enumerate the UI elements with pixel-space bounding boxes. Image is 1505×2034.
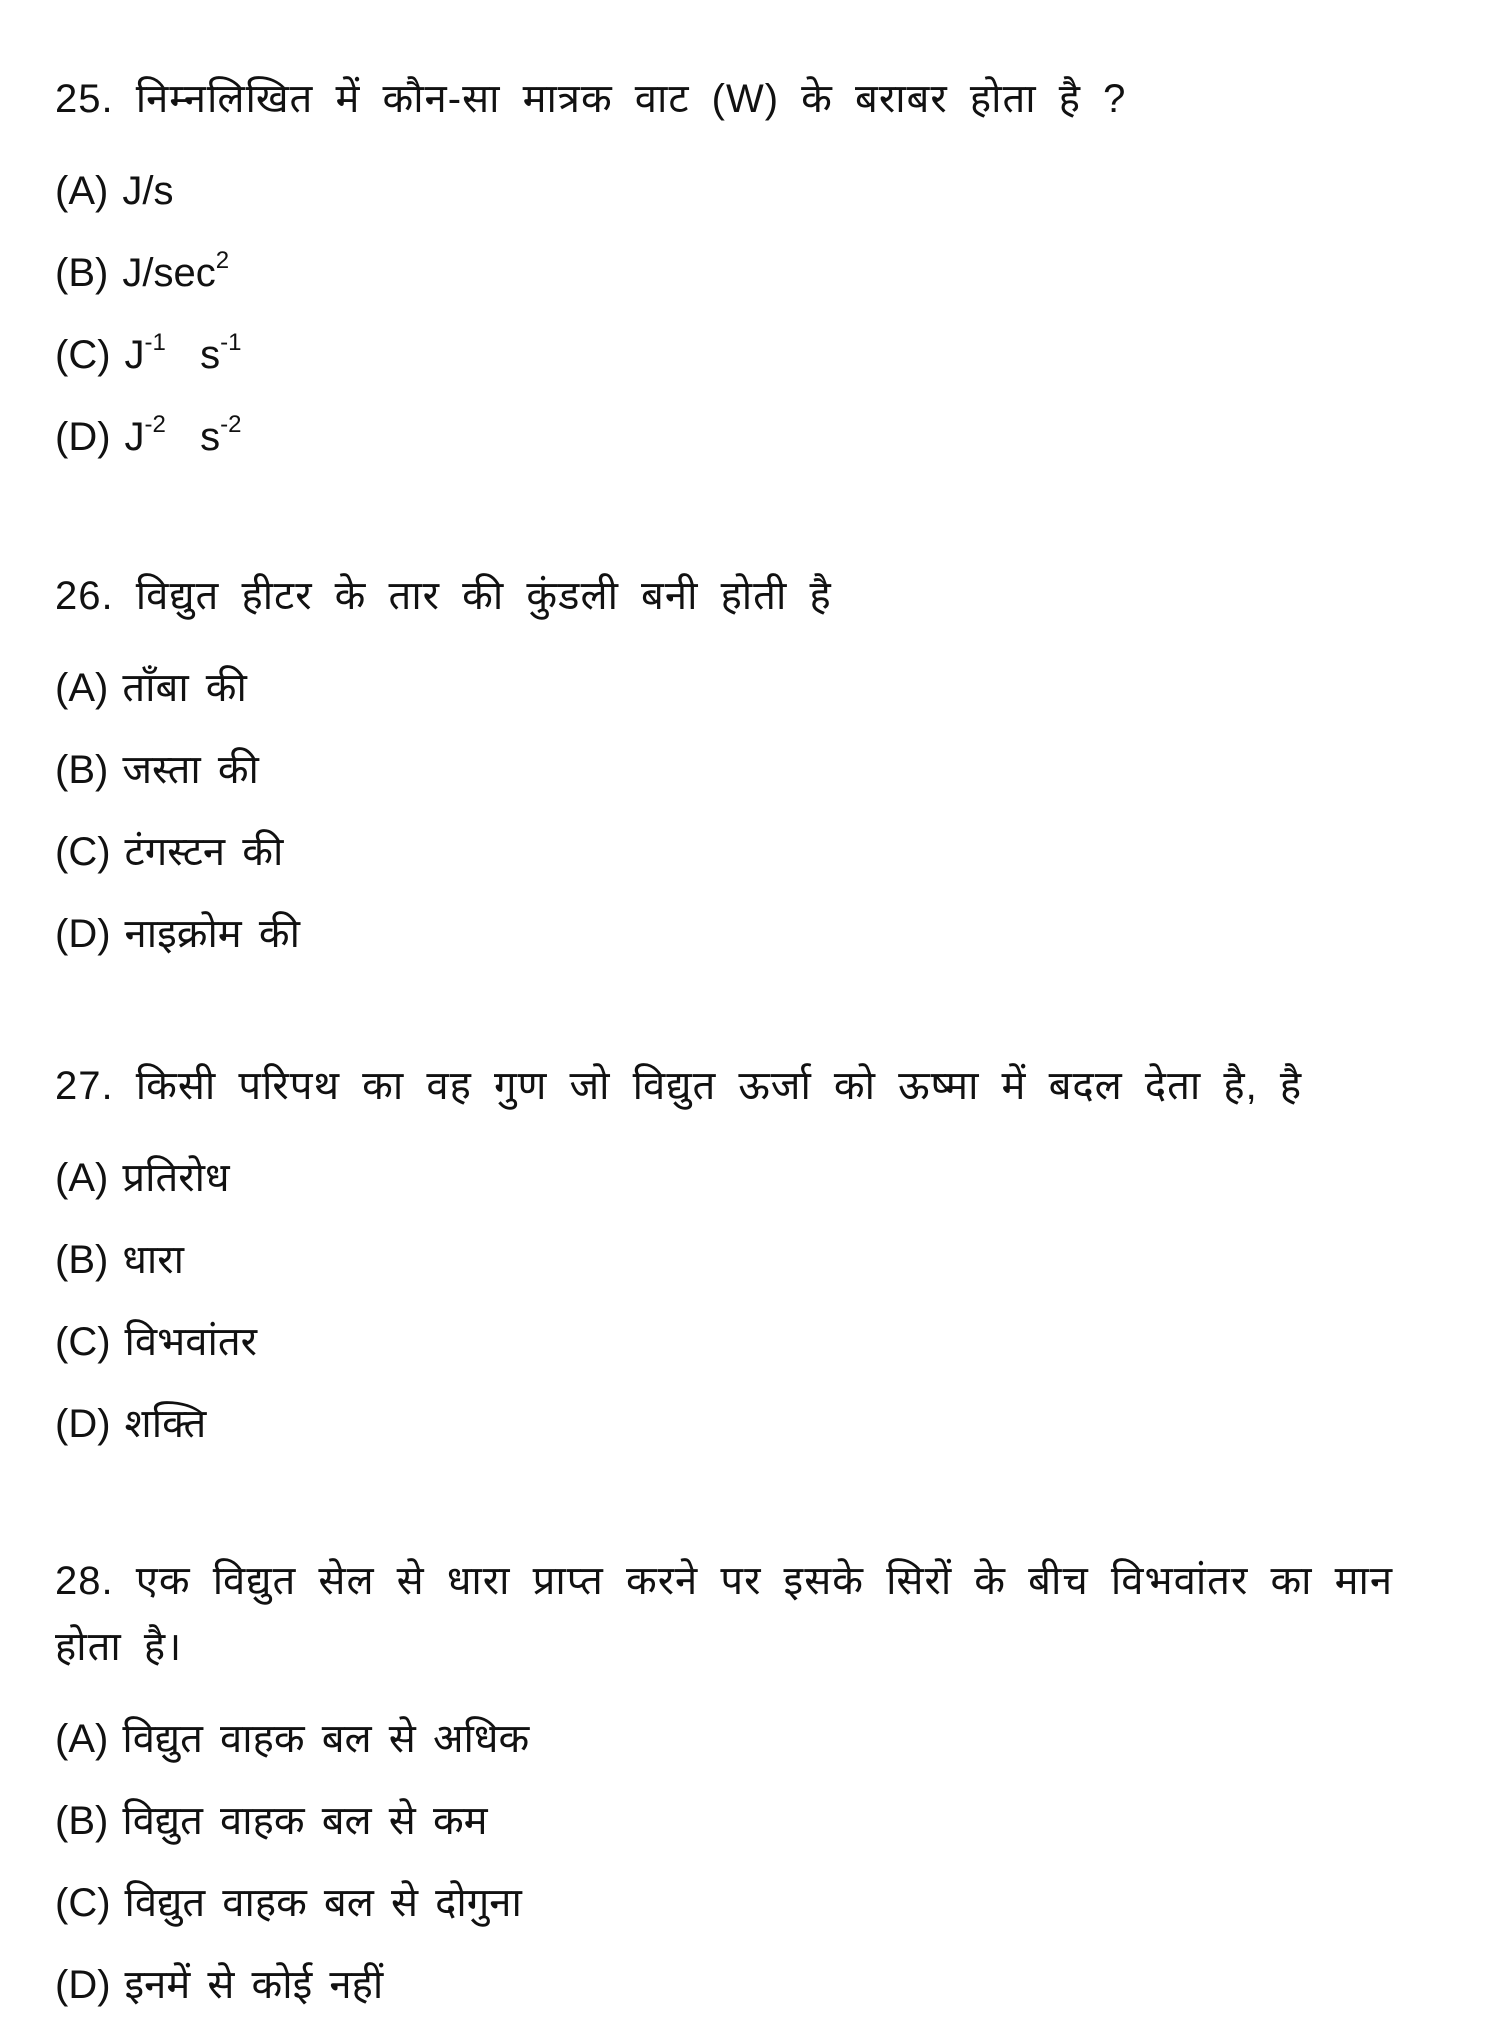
question-number: 26. (55, 574, 114, 618)
option-label: (B) (55, 748, 109, 792)
question-27 (55, 1053, 1455, 1465)
option-label: (B) (55, 1238, 109, 1282)
option-c[interactable] (55, 1301, 1455, 1383)
option-text: विद्युत वाहक बल से कम (122, 1799, 488, 1843)
question-26 (55, 563, 1455, 975)
option-d[interactable] (55, 1944, 1455, 2026)
option-text: विद्युत वाहक बल से दोगुना (124, 1881, 522, 1925)
option-label: (D) (55, 415, 111, 459)
option-label: (C) (55, 830, 111, 874)
option-text: ताँबा की (122, 666, 247, 710)
question-text (55, 563, 1455, 629)
option-text: इनमें से कोई नहीं (124, 1963, 384, 2007)
option-a[interactable] (55, 1137, 1455, 1219)
option-text: टंगस्टन की (124, 830, 284, 874)
option-a[interactable] (55, 647, 1455, 729)
option-label: (C) (55, 333, 111, 377)
question-number: 25. (55, 77, 114, 121)
option-text: J/s (122, 169, 174, 213)
option-text: J (124, 333, 145, 377)
option-b[interactable] (55, 232, 1455, 314)
option-label: (C) (55, 1320, 111, 1364)
option-text: धारा (122, 1238, 185, 1282)
option-label: (B) (55, 251, 109, 295)
option-label: (C) (55, 1881, 111, 1925)
option-label: (A) (55, 666, 109, 710)
option-a[interactable] (55, 150, 1455, 232)
option-d[interactable] (55, 893, 1455, 975)
option-label: (D) (55, 1402, 111, 1446)
question-number: 27. (55, 1064, 114, 1108)
option-label: (D) (55, 912, 111, 956)
question-28 (55, 1548, 1455, 2026)
option-exponent: 2 (215, 246, 230, 274)
option-exponent: -2 (144, 410, 166, 438)
option-text: विभवांतर (124, 1320, 258, 1364)
option-text-2: s (200, 333, 221, 377)
option-label: (A) (55, 169, 109, 213)
option-text: J/sec (122, 251, 216, 295)
question-number: 28. (55, 1559, 114, 1603)
option-label: (A) (55, 1156, 109, 1200)
question-stem: एक विद्युत सेल से धारा प्राप्त करने पर इसके सिरों के बीच विभवांतर का मान होता है। (55, 1559, 1394, 1669)
option-exponent-2: -1 (220, 328, 242, 356)
option-text: J (124, 415, 145, 459)
option-label: (B) (55, 1799, 109, 1843)
question-25 (55, 66, 1455, 478)
option-text: शक्ति (124, 1402, 207, 1446)
option-a[interactable] (55, 1698, 1455, 1780)
option-text: प्रतिरोध (122, 1156, 230, 1200)
question-text (55, 1053, 1455, 1119)
option-label: (D) (55, 1963, 111, 2007)
question-stem: निम्नलिखित में कौन-सा मात्रक वाट (W) के बराबर होता है ? (135, 77, 1127, 121)
option-label: (A) (55, 1717, 109, 1761)
option-c[interactable] (55, 314, 1455, 396)
question-text (55, 1548, 1415, 1680)
option-text-2: s (200, 415, 221, 459)
option-text: नाइक्रोम की (124, 912, 300, 956)
question-stem: किसी परिपथ का वह गुण जो विद्युत ऊर्जा को ऊष्मा में बदल देता है, है (135, 1064, 1303, 1108)
option-d[interactable] (55, 396, 1455, 478)
option-c[interactable] (55, 811, 1455, 893)
option-c[interactable] (55, 1862, 1455, 1944)
option-b[interactable] (55, 1780, 1455, 1862)
option-exponent: -1 (144, 328, 166, 356)
option-d[interactable] (55, 1383, 1455, 1465)
option-b[interactable] (55, 1219, 1455, 1301)
question-stem: विद्युत हीटर के तार की कुंडली बनी होती है (135, 574, 832, 618)
option-text: जस्ता की (122, 748, 259, 792)
question-text (55, 66, 1455, 132)
option-b[interactable] (55, 729, 1455, 811)
option-exponent-2: -2 (220, 410, 242, 438)
option-text: विद्युत वाहक बल से अधिक (122, 1717, 530, 1761)
